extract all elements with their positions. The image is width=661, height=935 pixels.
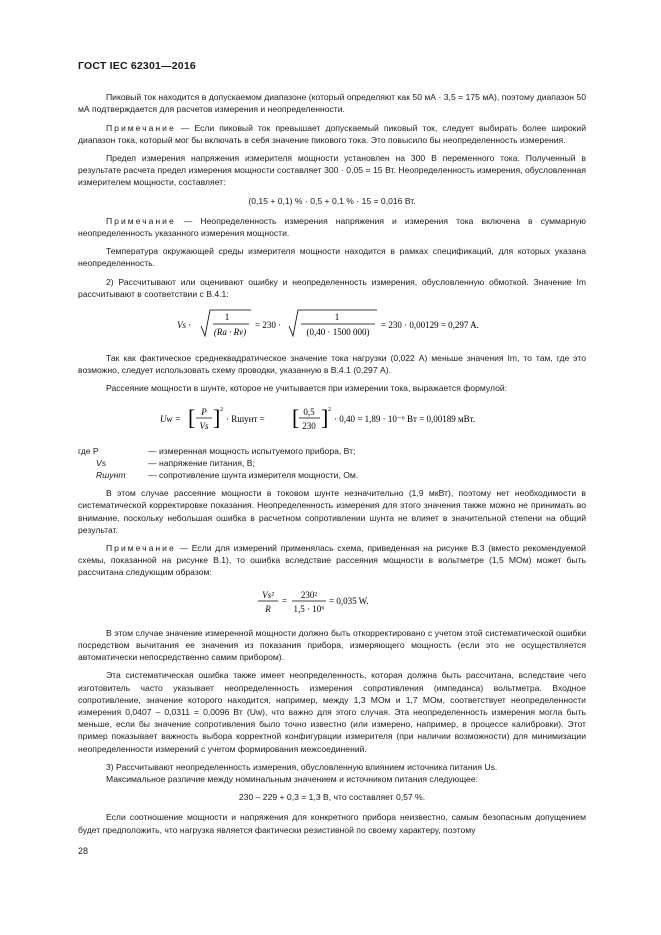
- bracket-left: [: [188, 404, 196, 430]
- formula-den1: (Ra · Rv): [213, 327, 247, 338]
- formula-num1: 1: [224, 312, 230, 323]
- paragraph-ambient-temperature: Температура окружающей среды измерителя мощности находится в рамках спецификаций, для которых указана неопределенность.: [78, 246, 586, 269]
- formula-eq2: = 230 · 0,00129 = 0,297 A.: [381, 320, 479, 331]
- formula-v-d1: R: [265, 603, 271, 614]
- equals: =: [282, 595, 288, 606]
- note-label: Примечание: [106, 122, 176, 133]
- formula-den2: (0,40 · 1500 000): [306, 327, 370, 338]
- bracket-right: ]: [213, 404, 221, 430]
- formula-supply: 230 – 229 + 0,3 = 1,3 В, что составляет 0,57 %.: [238, 792, 426, 803]
- glossary-symbol: Vs: [96, 457, 107, 468]
- note-text: — Если пиковый ток превышает допускаемый пиковый ток, следует выбирать более широкий диапазон тока, который мог бы включать в себя значение пикового тока. Это повысило бы неопределенность измерения.: [78, 122, 586, 145]
- document-header: ГОСТ IEC 62301—2016: [78, 60, 196, 72]
- formula-im-graphic: [167, 306, 497, 344]
- formula-voltmeter: [78, 585, 586, 619]
- glossary-definition: — напряжение питания, В;: [148, 457, 255, 468]
- note-text: — Неопределенность измерения напряжения и измерения тока включена в суммарную неопределенность указанного измерения мощности.: [78, 215, 586, 239]
- formula-voltmeter-graphic: [232, 585, 432, 619]
- glossary-row: [78, 445, 586, 457]
- note-peak-current: [78, 122, 586, 146]
- paragraph-systematic-error: Эта систематическая ошибка также имеет неопределенность, которая должна быть рассчитана, вследствие чего изготовитель часто указывает неопределенность измерения сопротивления (импеданса) вольтметра. Входное сопротивление, значение которого находится, например, между 1,3 МОм и 1,7 МОм, соответствует неопределенности измерения 0,0407 – 0,0311 = 0,0096 Вт (Uw), что важно для этого случая. Эта неопределенность измерения могла быть меньше, если бы значение сопротивления было точно известно (или измерено, например, в процессе калибровки). Этот пример показывает важность выбора корректной конфигурации измерителя (при наличии возможности) для минимизации неопределенности измерений с учетом формирования межсоединений.: [78, 670, 586, 754]
- formula-v-n2: 230²: [300, 589, 318, 600]
- glossary-row: [78, 469, 586, 481]
- paragraph-correction: В этом случае значение измеренной мощности должно быть откорректировано с учетом этой систематической ошибки посредством вычитания ее значения из показания прибора, измеряющего мощность (если это не осуществляется автоматически непосредственно самим прибором).: [78, 627, 586, 663]
- formula-im: [78, 306, 586, 344]
- note-text: — Если для измерений применялась схема, приведенная на рисунке В.3 (вместо рекомендуемой схемы, показанной на рисунке В.1), то ошибка вследствие рассеяния мощности в вольтметре (1,5 МОм) может быть рассчитана следующим образом:: [78, 543, 586, 578]
- formula-v-rhs: = 0,035 W.: [329, 595, 369, 606]
- formula-uw-p: P: [201, 406, 207, 417]
- note-label: Примечание: [106, 543, 176, 554]
- formula-uw-mid: · Rшунт =: [226, 413, 265, 424]
- formula-lhs: Vs ·: [177, 320, 191, 331]
- exponent: 2: [220, 406, 223, 413]
- paragraph-peak-current: Пиковый ток находится в допускаемом диапазоне (который определяют как 50 мА · 3,5 = 175 мА), поэтому диапазон 50 мА подтверждается для расчетов измерения и неопределенности.: [78, 92, 586, 115]
- bracket-right-2: ]: [321, 404, 329, 430]
- bracket-left-2: [: [292, 404, 300, 430]
- formula-v-n1: Vs²: [262, 589, 274, 600]
- document-page: [78, 60, 586, 842]
- formula-uw: [78, 401, 586, 437]
- glossary-row: [78, 457, 586, 469]
- paragraph-shunt-dissipation: Рассеяние мощности в шунте, которое не учитывается при измерении тока, выражается формулой:: [106, 383, 508, 394]
- paragraph-winding-error: 2) Рассчитывают или оценивают ошибку и неопределенность измерения, обусловленную обмоткой. Значение Im рассчитывают в соответствии с В.4.1:: [78, 276, 586, 299]
- glossary-definition: — сопротивление шунта измерителя мощности, Ом.: [148, 470, 359, 481]
- note-label: Примечание: [106, 215, 176, 226]
- formula-uw-vs: Vs: [199, 420, 209, 431]
- glossary-symbol: Rшунт: [96, 470, 126, 481]
- formula-power-uncertainty: (0,15 + 0,1) % · 0,5 + 0,1 % · 15 = 0,016 Вт.: [248, 195, 416, 206]
- page-number: 28: [78, 846, 89, 856]
- paragraph-resistive-load: Если соотношение мощности и напряжения для конкретного прибора неизвестно, самым безопасным допущением будет предположить, что нагрузка является фактически резистивной по своему характеру, поэтому: [78, 812, 586, 835]
- formula-uw-rhs: · 0,40 = 1,89 · 10⁻⁶ Вт = 0,00189 мВт.: [334, 413, 476, 424]
- formula-uw-d: 230: [302, 420, 316, 431]
- formula-uw-lhs: Uw =: [160, 413, 181, 424]
- formula-uw-graphic: [132, 401, 532, 437]
- formula-num2: 1: [334, 312, 340, 323]
- paragraph-max-difference: Максимальное различие между номинальным значением и источником питания следующее:: [106, 773, 478, 784]
- paragraph-load-current: Так как фактическое среднеквадратическое значение тока нагрузки (0,022 А) меньше значения Im, то там, где это возможно, следует использовать схему проводки, указанную в В.4.1 (0,297 А).: [78, 353, 586, 376]
- glossary-definition: — измеренная мощность испытуемого прибора, Вт;: [148, 445, 356, 456]
- note-voltmeter: [78, 542, 586, 579]
- formula-v-d2: 1,5 · 10⁶: [293, 603, 325, 614]
- paragraph-supply-uncertainty: 3) Рассчитывают неопределенность измерения, обусловленную влиянием источника питания Us.: [106, 761, 498, 772]
- symbol-glossary: [78, 445, 586, 482]
- formula-eq1: = 230 ·: [255, 320, 282, 331]
- note-voltage-current: [78, 215, 586, 239]
- paragraph-shunt-negligible: В этом случае рассеяние мощности в токовом шунте незначительно (1,9 мкВт), поэтому нет необходимости в систематической корректировке показания. Неопределенность измерения для этого значения также можно не принимать во внимание, поскольку небольшая ошибка в расчетном сопротивлении шунта не влияет в значительной степени на общий результат.: [78, 488, 586, 535]
- glossary-symbol: где P: [78, 445, 99, 456]
- exponent-2: 2: [328, 406, 331, 413]
- formula-uw-n: 0,5: [303, 406, 315, 417]
- paragraph-voltage-limit: Предел измерения напряжения измерителя мощности установлен на 300 В переменного тока. Полученный в результате расчета предел измерения мощности составляет 300 · 0,05 = 15 Вт. Неопределенность измерения, обусловленная измерителем мощности, составляет:: [78, 153, 586, 188]
